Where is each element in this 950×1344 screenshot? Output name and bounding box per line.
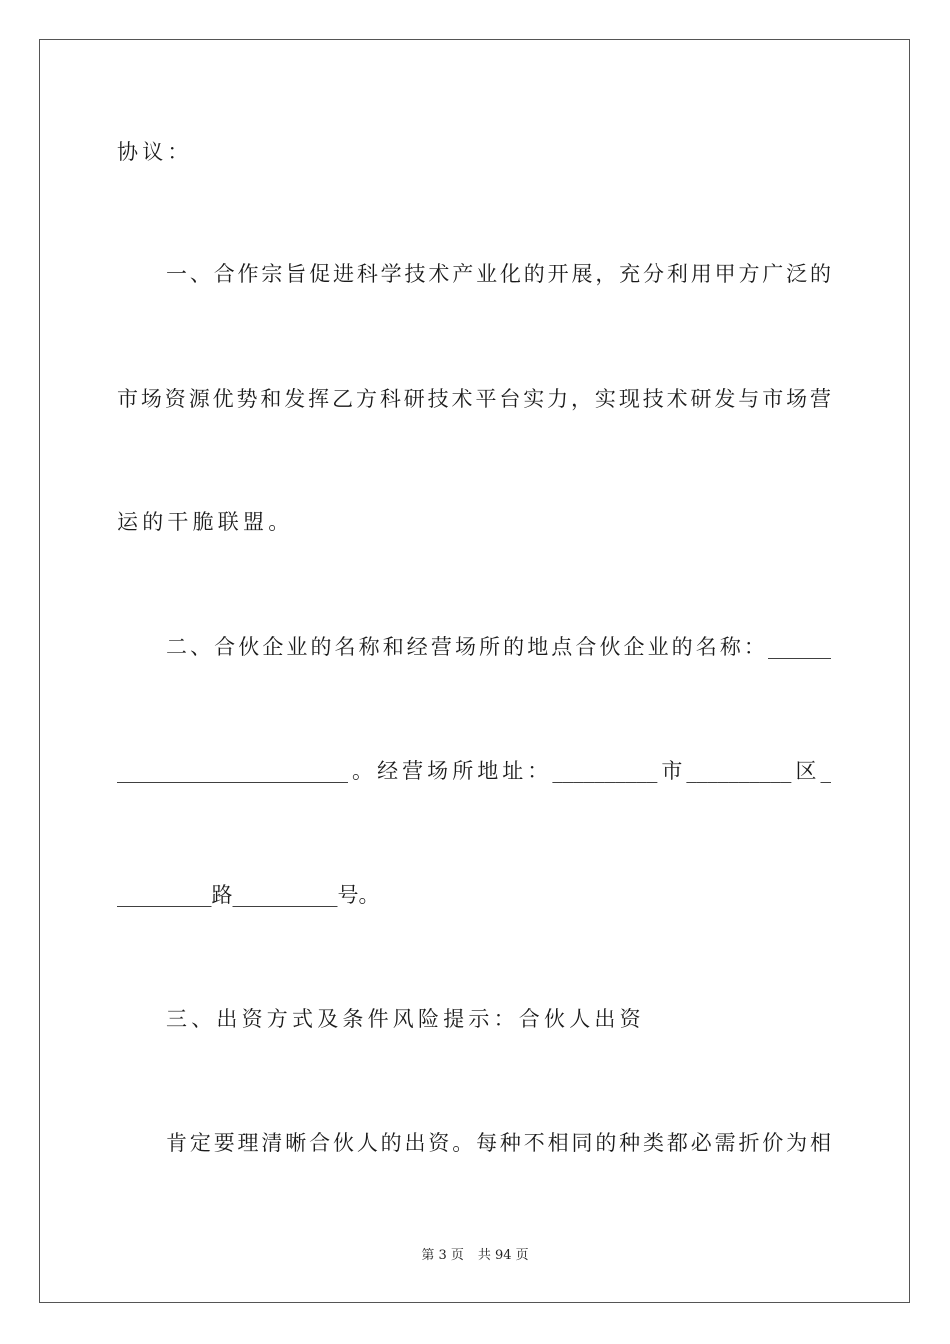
page-number: 第 3 页: [421, 1248, 464, 1263]
text-line-3: 市场资源优势和发挥乙方科研技术平台实力，实现技术研发与市场营: [117, 387, 831, 411]
text-line-7: _________路__________号。: [117, 883, 380, 907]
text-line-1: 协议：: [117, 140, 193, 164]
page-footer: [0, 1247, 950, 1265]
page-border: [39, 39, 910, 1303]
text-line-6: ______________________。经营场所地址：__________市__________区_: [117, 759, 831, 783]
text-line-4: 运的干脆联盟。: [117, 510, 294, 534]
text-line-5: 二、合伙企业的名称和经营场所的地点合伙企业的名称：______: [166, 635, 831, 659]
text-line-9: 肯定要理清晰合伙人的出资。每种不相同的种类都必需折价为相: [166, 1131, 831, 1155]
page-total: 共 94 页: [477, 1248, 529, 1263]
text-line-2: 一、合作宗旨促进科学技术产业化的开展，充分利用甲方广泛的: [166, 262, 831, 286]
text-line-8: 三、出资方式及条件风险提示：合伙人出资: [166, 1007, 645, 1031]
